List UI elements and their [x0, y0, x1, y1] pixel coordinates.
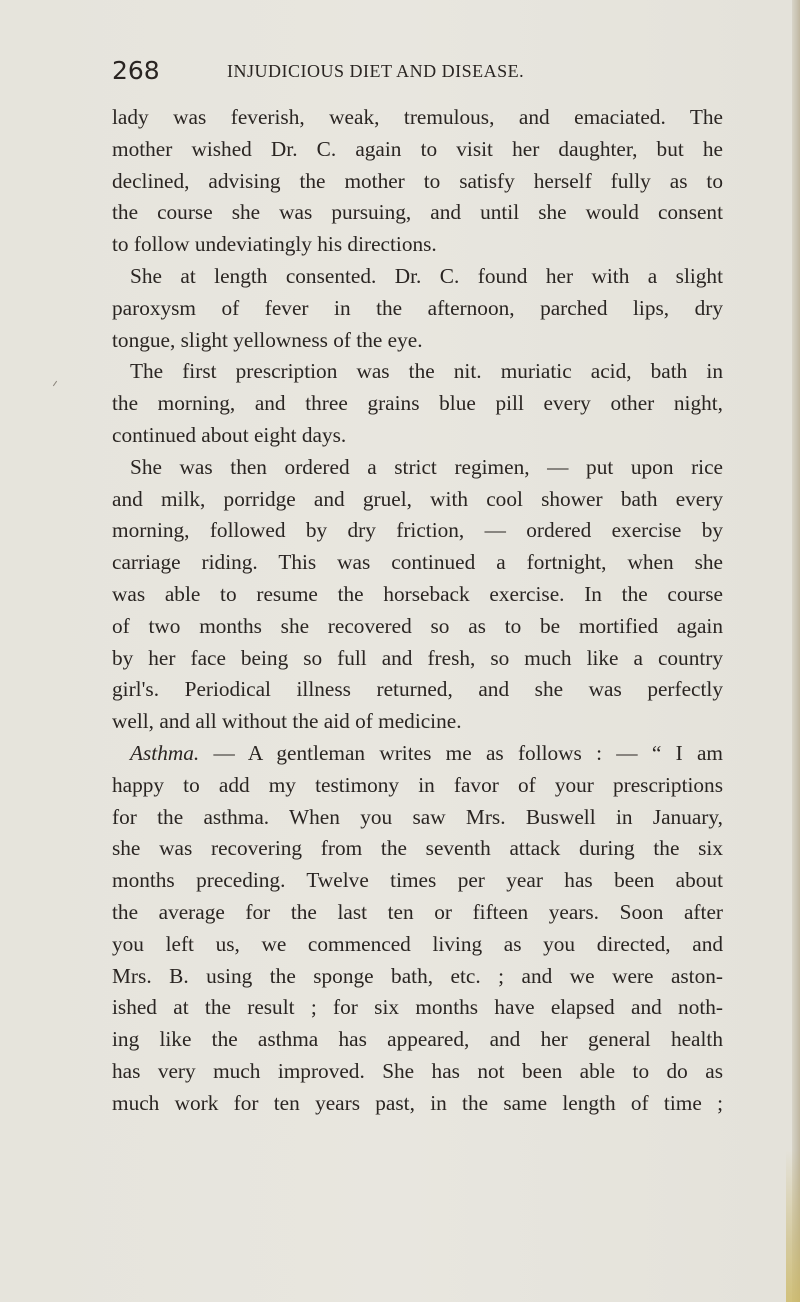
- text-line: ished at the result ; for six months have elapsed and noth-: [112, 995, 723, 1020]
- text-line-continuation: — A gentleman writes me as follows : — “ I am: [199, 740, 723, 765]
- text-line: the morning, and three grains blue pill every other night,: [112, 391, 723, 416]
- text-line: happy to add my testimony in favor of your prescriptions: [112, 772, 723, 797]
- text-line: lady was feverish, weak, tremulous, and emaciated. The: [112, 105, 723, 129]
- page-edge-stain: [786, 1150, 800, 1302]
- text-line: much work for ten years past, in the same length of time ;: [112, 1090, 723, 1115]
- text-line: morning, followed by dry friction, — ordered exercise by: [112, 518, 723, 543]
- running-head: INJUDICIOUS DIET AND DISEASE.: [227, 61, 525, 81]
- text-line: to follow undeviatingly his directions.: [112, 232, 437, 257]
- text-line: you left us, we commenced living as you directed, and: [112, 931, 723, 956]
- text-line: She was then ordered a strict regimen, — put upon rice: [130, 454, 723, 479]
- page-edge-shadow: [792, 0, 800, 1302]
- text-line: she was recovering from the seventh attack during the six: [112, 836, 723, 861]
- text-line: The first prescription was the nit. muriatic acid, bath in: [130, 359, 723, 384]
- text-line: the average for the last ten or fifteen years. Soon after: [112, 899, 723, 924]
- text-line: was able to resume the horseback exercise. In the course: [112, 581, 723, 606]
- text-line: and milk, porridge and gruel, with cool shower bath every: [112, 486, 723, 511]
- text-line: well, and all without the aid of medicine.: [112, 709, 462, 734]
- text-line: Mrs. B. using the sponge bath, etc. ; and we were aston-: [112, 963, 723, 988]
- text-line: tongue, slight yellowness of the eye.: [112, 327, 423, 352]
- text-line: mother wished Dr. C. again to visit her daughter, but he: [112, 136, 723, 161]
- paper-speck: [53, 381, 57, 386]
- text-line: declined, advising the mother to satisfy herself fully as to: [112, 168, 723, 193]
- page-header: [112, 56, 722, 90]
- page-number: 268: [112, 56, 160, 85]
- text-line: She at length consented. Dr. C. found her with a slight: [130, 263, 723, 288]
- text-line: [112, 738, 723, 770]
- text-line: the course she was pursuing, and until she would consent: [112, 200, 723, 225]
- text-line: by her face being so full and fresh, so much like a country: [112, 645, 723, 670]
- text-line: of two months she recovered so as to be mortified again: [112, 613, 723, 638]
- text-line: girl's. Periodical illness returned, and she was perfectly: [112, 677, 723, 702]
- section-heading-asthma: Asthma.: [130, 740, 200, 765]
- text-line: carriage riding. This was continued a fortnight, when she: [112, 550, 723, 575]
- text-line: continued about eight days.: [112, 422, 347, 447]
- text-line: ing like the asthma has appeared, and her general health: [112, 1027, 723, 1052]
- text-line: paroxysm of fever in the afternoon, parched lips, dry: [112, 295, 723, 320]
- text-line: for the asthma. When you saw Mrs. Buswell in January,: [112, 804, 723, 829]
- body-text: [112, 102, 723, 1120]
- text-line: has very much improved. She has not been able to do as: [112, 1058, 723, 1083]
- text-line: months preceding. Twelve times per year has been about: [112, 868, 723, 893]
